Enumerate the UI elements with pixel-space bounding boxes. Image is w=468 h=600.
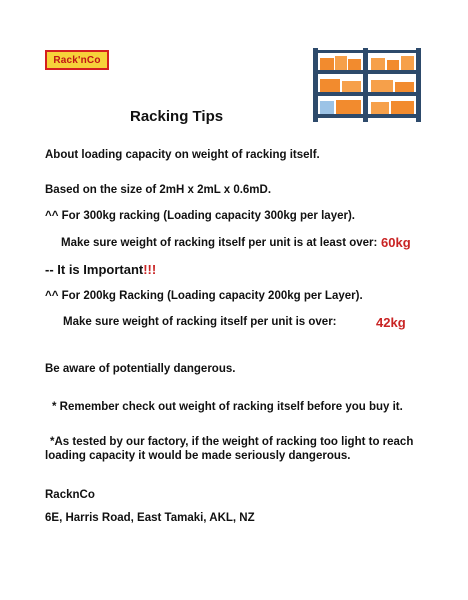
company-address: 6E, Harris Road, East Tamaki, AKL, NZ: [45, 512, 255, 524]
racknco-logo: [45, 50, 109, 70]
company-name: RacknCo: [45, 489, 95, 501]
intro-text: About loading capacity on weight of racking itself.: [45, 149, 320, 161]
size-text: Based on the size of 2mH x 2mL x 0.6mD.: [45, 184, 272, 196]
important-note: [45, 262, 156, 277]
tested-line-1: *As tested by our factory, if the weight of racking too light to reach: [50, 436, 414, 448]
tip-200kg: ^^ For 200kg Racking (Loading capacity 200kg per Layer).: [45, 290, 363, 302]
page-title: Racking Tips: [130, 108, 224, 125]
tested-line-2: loading capacity it would be made seriously dangerous.: [45, 450, 351, 462]
warehouse-shelf-icon: [311, 46, 423, 124]
logo-text: Rack'nCo: [47, 52, 107, 68]
important-prefix: -- It is Important: [45, 262, 144, 277]
remember-text: * Remember check out weight of racking itself before you buy it.: [52, 401, 403, 413]
important-exclaim: !!!: [143, 262, 157, 277]
tip-300kg-detail: Make sure weight of racking itself per unit is at least over:: [61, 237, 378, 249]
tip-200kg-detail: Make sure weight of racking itself per unit is over:: [63, 316, 337, 328]
tip-200kg-value: 42kg: [376, 315, 406, 330]
tip-300kg-value: 60kg: [381, 235, 411, 250]
tip-300kg: ^^ For 300kg racking (Loading capacity 300kg per layer).: [45, 210, 355, 222]
aware-text: Be aware of potentially dangerous.: [45, 363, 236, 375]
